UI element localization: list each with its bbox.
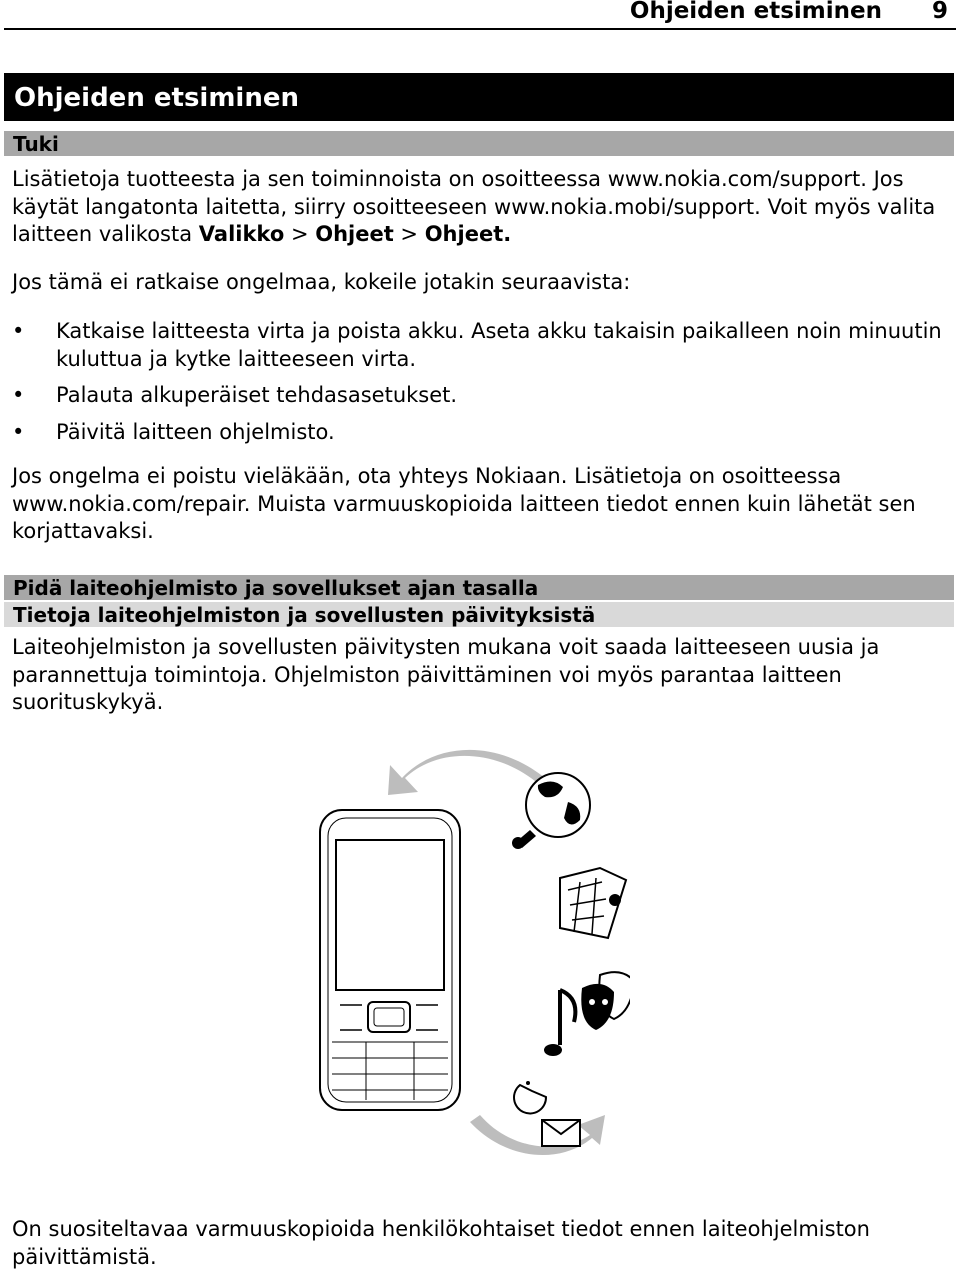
backup-note: On suositeltavaa varmuuskopioida henkilökohtaiset tiedot ennen laiteohjelmiston päivittämistä.: [12, 1217, 870, 1269]
menu-item-ohjeet-1: Ohjeet: [315, 222, 394, 246]
list-item: • Katkaise laitteesta virta ja poista akku. Aseta akku takaisin paikalleen noin minuutin kuluttua ja kytke laitteeseen virta.: [12, 318, 952, 373]
update-subheading: Tietoja laiteohjelmiston ja sovellusten päivityksistä: [13, 603, 596, 627]
download-arrow-icon: [470, 1115, 605, 1155]
section-title: Ohjeiden etsiminen: [14, 83, 299, 113]
update-heading: Pidä laiteohjelmisto ja sovellukset ajan tasalla: [13, 576, 539, 600]
section-title-bar: [4, 73, 954, 121]
support-heading: Tuki: [13, 132, 59, 156]
support-intro: [12, 166, 952, 249]
list-item: • Päivitä laitteen ohjelmisto.: [12, 419, 952, 447]
envelope-icon: [542, 1120, 580, 1146]
update-heading-bar: [4, 575, 954, 600]
try-text: Jos tämä ei ratkaise ongelmaa, kokeile jotakin seuraavista:: [12, 270, 631, 294]
map-icon: [560, 868, 626, 938]
menu-item-valikko: Valikko: [198, 222, 285, 246]
drama-masks-icon: [581, 972, 630, 1030]
menu-item-ohjeet-2: Ohjeet: [424, 222, 504, 246]
page-number: 9: [931, 0, 948, 24]
troubleshoot-list: [12, 318, 952, 455]
header-rule: [4, 28, 956, 30]
pacman-icon: [514, 1081, 546, 1113]
list-item: • Palauta alkuperäiset tehdasasetukset.: [12, 382, 952, 410]
menu-path-end: .: [503, 222, 512, 246]
support-heading-bar: [4, 131, 954, 156]
menu-separator-1: >: [284, 222, 316, 246]
header-title: Ohjeiden etsiminen: [629, 0, 882, 24]
contact-text: Jos ongelma ei poistu vieläkään, ota yhteys Nokiaan. Lisätietoja on osoitteessa www.nokia.com/repair. Muista varmuuskopioida laitteen tiedot ennen kuin lähetät sen korjattavaksi.: [12, 464, 916, 543]
page-header: [0, 0, 960, 30]
globe-icon: [512, 773, 590, 849]
menu-separator-2: >: [393, 222, 425, 246]
update-illustration: [310, 740, 630, 1190]
update-subheading-bar: [4, 602, 954, 627]
support-intro-text: Lisätietoja tuotteesta ja sen toiminnoista on osoitteessa www.nokia.com/support. Jos käytät langatonta laitetta, siirry osoitteeseen www.nokia.mobi/support. Voit myös valita laitteen valikosta: [12, 167, 936, 246]
phone-icon: [320, 810, 460, 1110]
update-text: Laiteohjelmiston ja sovellusten päivitysten mukana voit saada laitteeseen uusia ja parannettuja toimintoja. Ohjelmiston päivittäminen voi myös parantaa laitteen suorituskykyä.: [12, 635, 880, 714]
music-note-icon: [544, 990, 575, 1056]
